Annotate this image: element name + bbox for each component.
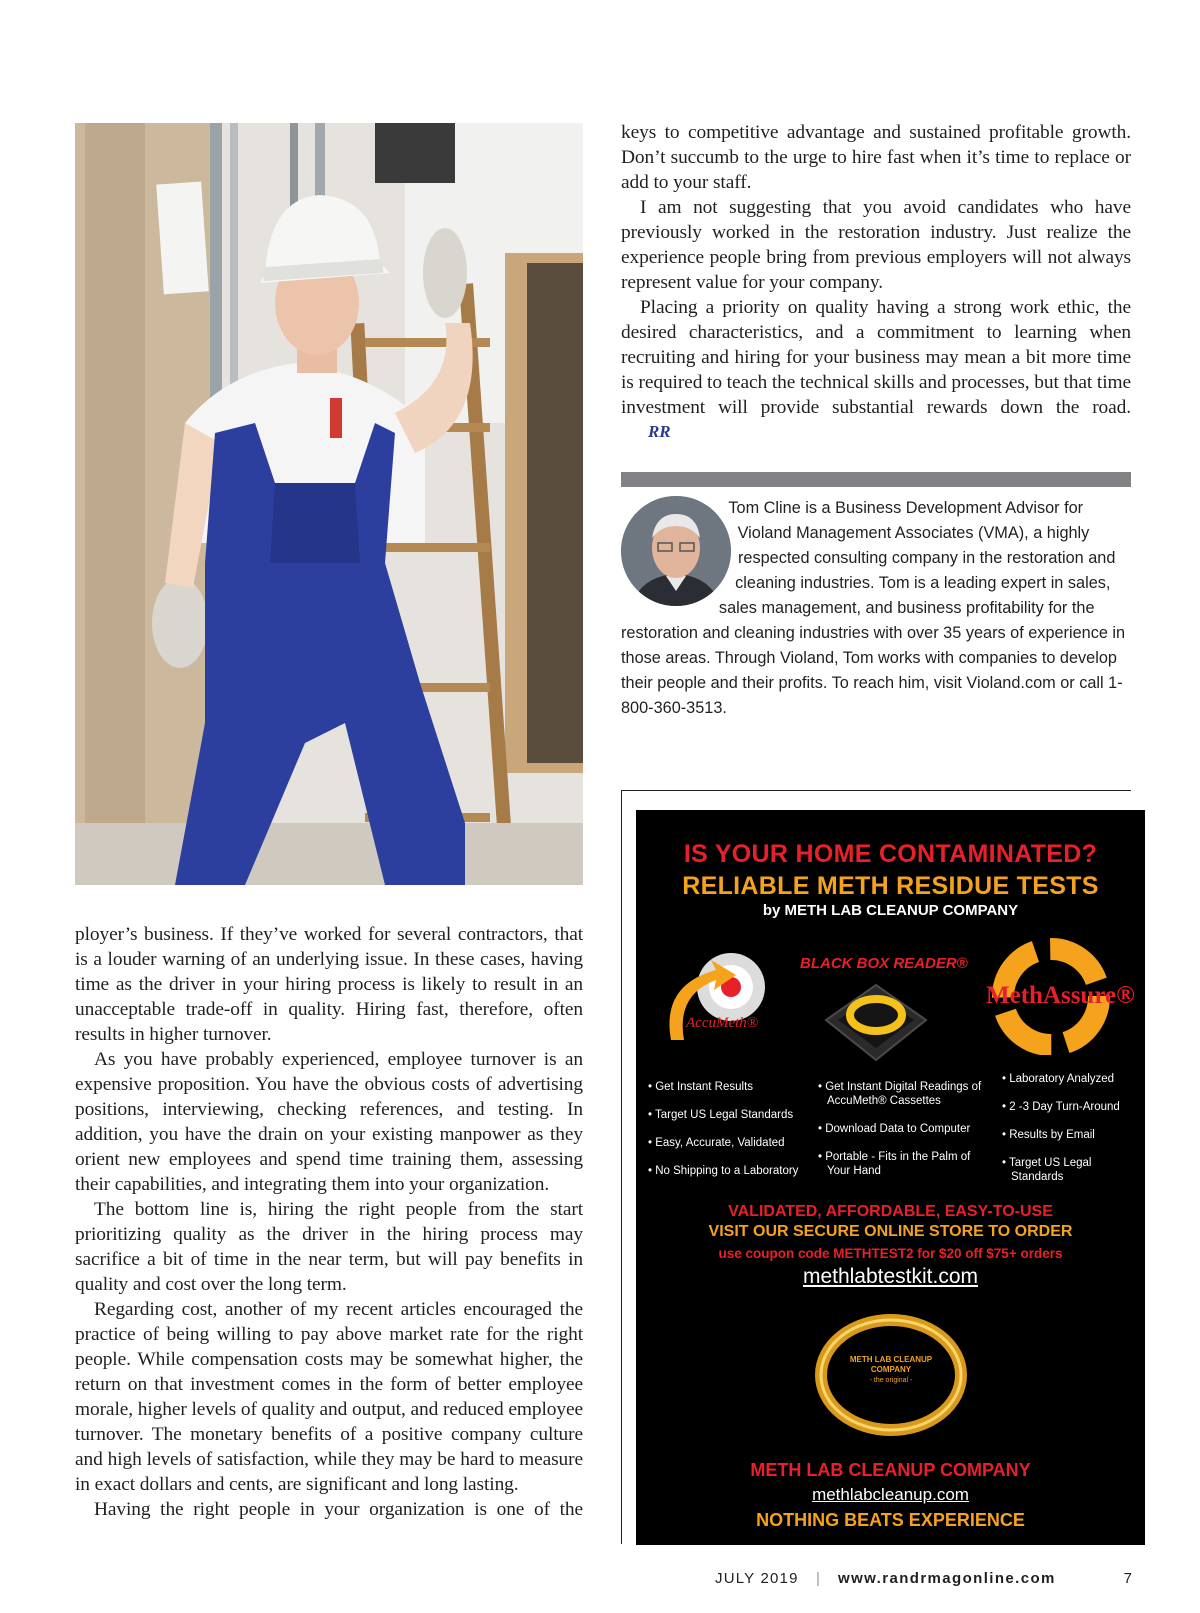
issue-date: JULY 2019 bbox=[715, 1570, 799, 1587]
article-right-column bbox=[621, 120, 1131, 447]
feature-item: • Easy, Accurate, Validated bbox=[648, 1137, 785, 1149]
paragraph: Regarding cost, another of my recent articles encouraged the practice of being willing to pay above market rate for the right people. While compensation costs may be somewhat higher, the return on that investment comes in the form of better employee morale, higher levels of quality and output, and reduced employee turnover. The monetary benefits of a positive company culture and high levels of satisfaction, while they may be hard to measure in exact dollars and cents, are significant and long lasting. bbox=[75, 1299, 583, 1495]
feature-item: • Results by Email bbox=[1002, 1129, 1095, 1141]
paragraph: As you have probably experienced, employee turnover is an expensive proposition. You have the obvious costs of advertising positions, interviewing, checking references, and testing. In addition, you have the drain on your existing manpower as they orient new employees and spend time training them, assessing their capabilities, and integrating them into your organization. bbox=[75, 1049, 583, 1195]
article-photo bbox=[75, 123, 583, 885]
article-left-column bbox=[75, 922, 583, 1522]
page-number: 7 bbox=[1123, 1570, 1132, 1587]
paragraph: keys to competitive advantage and sustained profitable growth. Don’t succumb to the urge to hire fast when it’s time to replace or add to your staff. bbox=[621, 122, 1131, 193]
ad-company-name: METH LAB CLEANUP COMPANY bbox=[750, 1460, 1031, 1480]
ad-slogan: NOTHING BEATS EXPERIENCE bbox=[756, 1510, 1025, 1530]
methlabcleanup-link[interactable]: methlabcleanup.com bbox=[812, 1485, 969, 1504]
black-box-reader-label: BLACK BOX READER® bbox=[800, 955, 968, 972]
black-box-features bbox=[818, 1080, 993, 1192]
ad-frame-left bbox=[621, 790, 622, 1544]
author-bio bbox=[621, 496, 1131, 721]
paragraph: The bottom line is, hiring the right people from the start prioritizing quality as the driver in the hiring process may sacrifice a bit of time in the near term, but will pay benefits in quality and cost over the long term. bbox=[75, 1199, 583, 1295]
feature-item: • Get Instant Digital Readings of AccuMeth® Cassettes bbox=[818, 1081, 982, 1107]
methassure-logo-icon bbox=[976, 935, 1141, 1060]
svg-text:- the original -: - the original - bbox=[869, 1377, 913, 1384]
bio-text: Tom Cline is a Business Development Advisor for Violand Management Associates (VMA), a highly respected consulting company in the restoration and cleaning industries. Tom is a leading expert in sales, sales management, and business profitability for the restoration and cleaning industries with over 35 years of experience in those areas. Through Violand, Tom works with companies to develop their people and their profits. To reach him, visit Violand.com or call 1-800-360-3513. bbox=[621, 499, 1126, 717]
bio-divider bbox=[621, 472, 1131, 487]
rr-end-mark-icon bbox=[629, 422, 680, 447]
meth-lab-advertisement[interactable] bbox=[636, 810, 1145, 1545]
magazine-website-link[interactable]: www.randrmagonline.com bbox=[838, 1570, 1056, 1587]
feature-item: • Get Instant Results bbox=[648, 1081, 754, 1093]
ad-coupon-code: use coupon code METHTEST2 for $20 off $75+ orders bbox=[718, 1246, 1063, 1261]
paragraph bbox=[621, 295, 1131, 447]
accumeth-logo-icon bbox=[656, 945, 786, 1060]
ad-tagline: VALIDATED, AFFORDABLE, EASY-TO-USE bbox=[728, 1203, 1053, 1220]
methlabtestkit-link[interactable]: methlabtestkit.com bbox=[802, 1265, 979, 1288]
svg-text:RR: RR bbox=[648, 422, 671, 440]
feature-item: • No Shipping to a Laboratory bbox=[648, 1165, 799, 1177]
svg-text:MethAssure®: MethAssure® bbox=[986, 982, 1135, 1009]
paragraph-text: Placing a priority on quality having a strong work ethic, the desired characteristics, and a commitment to learning when recruiting and hiring for your business may mean a bit more time is required to teach the technical skills and processes, but that time investment will provide substantial rewards down the road. bbox=[621, 297, 1131, 418]
ad-store-call-to-action: VISIT OUR SECURE ONLINE STORE TO ORDER bbox=[708, 1223, 1073, 1240]
feature-item: • Target US Legal Standards bbox=[648, 1109, 794, 1121]
ad-headline-2: RELIABLE METH RESIDUE TESTS bbox=[682, 872, 1099, 900]
footer-separator: | bbox=[816, 1570, 820, 1587]
ad-byline: by METH LAB CLEANUP COMPANY bbox=[762, 902, 1019, 919]
feature-item: • Download Data to Computer bbox=[818, 1123, 971, 1135]
meth-lab-cleanup-seal-icon bbox=[801, 1300, 981, 1455]
methassure-features bbox=[1002, 1072, 1142, 1198]
feature-item: • 2 -3 Day Turn-Around bbox=[1002, 1101, 1120, 1113]
svg-text:COMPANY: COMPANY bbox=[870, 1365, 912, 1374]
paragraph: I am not suggesting that you avoid candidates who have previously worked in the restoration industry. Just realize the experience people bring from previous employers will not always represent value for your company. bbox=[621, 197, 1131, 293]
ad-headline-1: IS YOUR HOME CONTAMINATED? bbox=[683, 840, 1098, 868]
paragraph: ployer’s business. If they’ve worked for several contractors, that is a louder warning of an underlying issue. In these cases, having time as the driver in your hiring process is likely to result in an unacceptable trade-off in quality. Hiring fast, therefore, often results in higher turnover. bbox=[75, 924, 583, 1045]
black-box-reader-icon bbox=[816, 970, 936, 1075]
author-photo bbox=[621, 496, 731, 606]
feature-item: • Target US Legal Standards bbox=[1002, 1157, 1092, 1183]
feature-item: • Portable - Fits in the Palm of Your Hand bbox=[818, 1151, 971, 1177]
ad-frame-top bbox=[621, 790, 1131, 791]
paragraph: Having the right people in your organization is one of the bbox=[94, 1499, 583, 1520]
svg-text:METH LAB CLEANUP: METH LAB CLEANUP bbox=[849, 1355, 933, 1364]
feature-item: • Laboratory Analyzed bbox=[1002, 1073, 1115, 1085]
svg-text:AccuMeth®: AccuMeth® bbox=[686, 1015, 759, 1031]
accumeth-features bbox=[648, 1080, 813, 1192]
